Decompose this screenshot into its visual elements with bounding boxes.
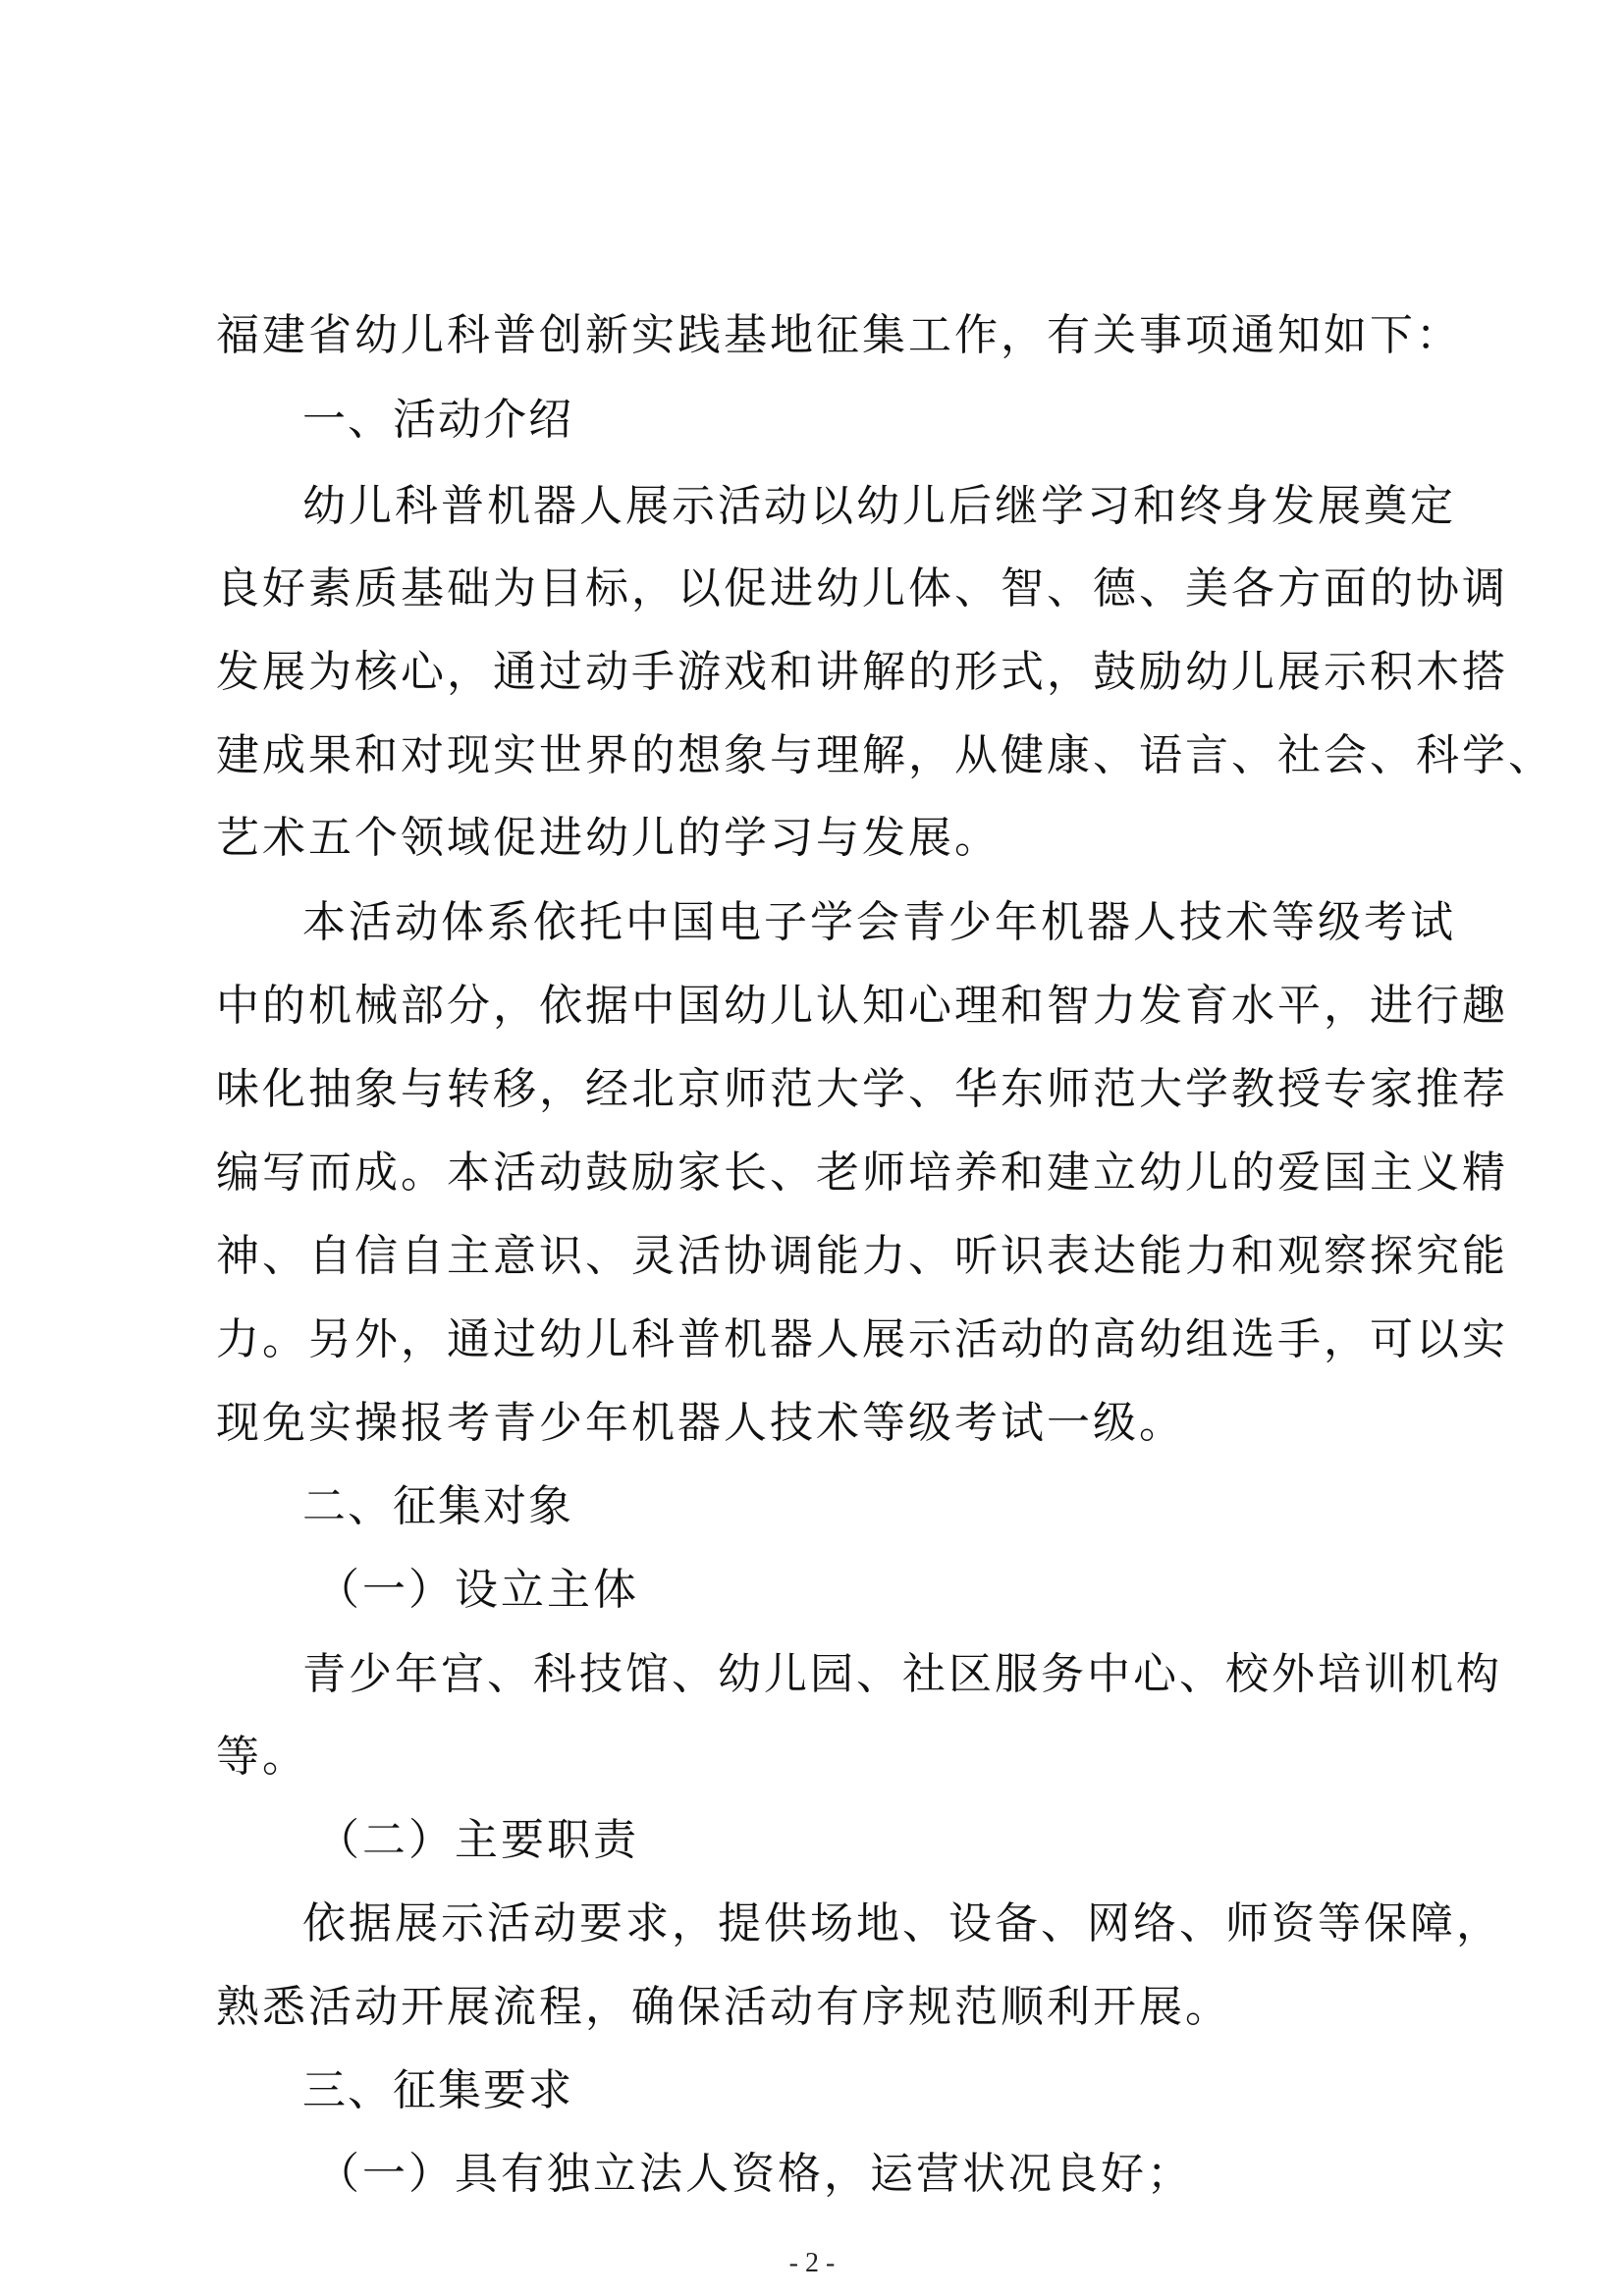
page-number: - 2 -: [788, 2248, 836, 2278]
paragraph-line: 良好素质基础为目标，以促进幼儿体、智、德、美各方面的协调: [216, 563, 1508, 614]
subsection-heading-main-duties: （二）主要职责: [316, 1815, 639, 1865]
paragraph-line: 等。: [216, 1732, 308, 1782]
paragraph-line: 建成果和对现实世界的想象与理解，从健康、语言、社会、科学、: [216, 730, 1554, 780]
paragraph-line: 福建省幼儿科普创新实践基地征集工作，有关事项通知如下：: [216, 310, 1462, 360]
paragraph-line: 幼儿科普机器人展示活动以幼儿后继学习和终身发展奠定: [302, 481, 1456, 531]
paragraph-line: 发展为核心，通过动手游戏和讲解的形式，鼓励幼儿展示积木搭: [216, 647, 1508, 697]
paragraph-line: 熟悉活动开展流程，确保活动有序规范顺利开展。: [216, 1982, 1231, 2032]
paragraph-line: 艺术五个领域促进幼儿的学习与发展。: [216, 813, 1001, 863]
paragraph-line: 编写而成。本活动鼓励家长、老师培养和建立幼儿的爱国主义精: [216, 1148, 1508, 1198]
paragraph-line: 中的机械部分，依据中国幼儿认知心理和智力发育水平，进行趣: [216, 981, 1508, 1031]
paragraph-line: 神、自信自主意识、灵活协调能力、听识表达能力和观察探究能: [216, 1231, 1508, 1281]
paragraph-line: 青少年宫、科技馆、幼儿园、社区服务中心、校外培训机构: [302, 1649, 1502, 1699]
section-heading-collection-targets: 二、征集对象: [302, 1481, 573, 1531]
paragraph-line: 依据展示活动要求，提供场地、设备、网络、师资等保障，: [302, 1898, 1502, 1949]
subsection-requirement-1: （一）具有独立法人资格，运营状况良好；: [316, 2149, 1193, 2199]
section-heading-collection-requirements: 三、征集要求: [302, 2065, 573, 2115]
subsection-heading-establishing-body: （一）设立主体: [316, 1565, 639, 1615]
paragraph-line: 现免实操报考青少年机器人技术等级考试一级。: [216, 1398, 1185, 1448]
paragraph-line: 味化抽象与转移，经北京师范大学、华东师范大学教授专家推荐: [216, 1064, 1508, 1114]
paragraph-line: 力。另外，通过幼儿科普机器人展示活动的高幼组选手，可以实: [216, 1314, 1508, 1364]
section-heading-activity-intro: 一、活动介绍: [302, 395, 573, 445]
paragraph-line: 本活动体系依托中国电子学会青少年机器人技术等级考试: [302, 897, 1456, 947]
